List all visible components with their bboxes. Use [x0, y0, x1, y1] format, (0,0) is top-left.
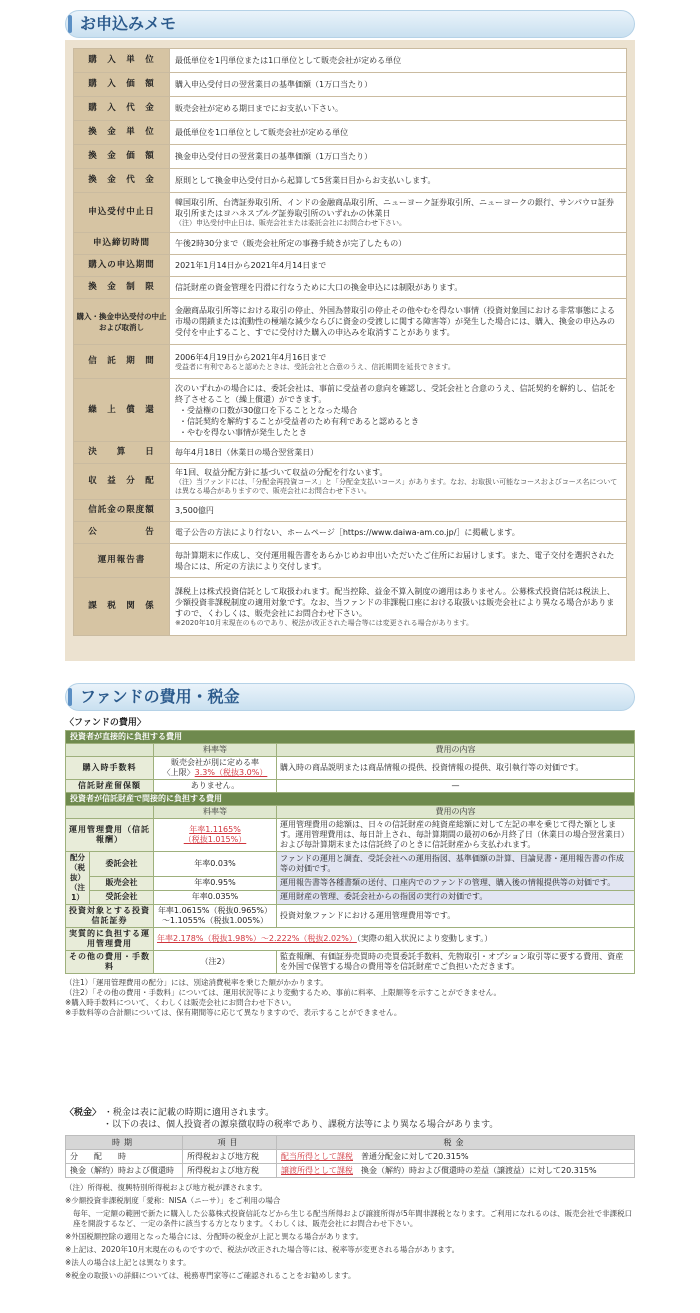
- memo-row: [74, 233, 627, 255]
- fee-col-header: 料率等: [154, 806, 277, 819]
- mgmt-fee-rate: [154, 819, 277, 852]
- memo-row-value: [170, 73, 627, 97]
- header-accent-bar: [68, 15, 72, 33]
- memo-row-text: 最低単位を1口単位として販売会社が定める単位: [175, 128, 349, 137]
- other-fee-rate: （注2）: [154, 951, 277, 974]
- memo-row-value: [170, 544, 627, 578]
- tax-note: 毎年、一定額の範囲で新たに購入した公募株式投資信託などから生じる配当所得および譲渡所得が5年間非課税となります。ご利用になれるのは、販売会社で非課税口座を開設するなど、一定の条件に該当する方となります。くわしくは、販売会社にお問合わせ下さい。: [73, 1209, 633, 1228]
- memo-row-value: [170, 97, 627, 121]
- target-fund-rate: [154, 905, 277, 928]
- retention-fee: ありません。: [154, 780, 277, 793]
- memo-row-value: [170, 464, 627, 500]
- memo-row-text: 次のいずれかの場合には、委託会社は、事前に受益者の意向を確認し、受託会社と合意のうえ、信託契約を解約し、信託を終了させること（繰上償還）ができます。: [175, 383, 616, 404]
- tax-note: ※税金の取扱いの詳細については、税務専門家等にご確認されることをお勧めします。: [65, 1271, 356, 1280]
- alloc-content-0: ファンドの運用と調査、受託会社への運用指図、基準価額の計算、目論見書・運用報告書の作成等の対価です。: [277, 852, 635, 877]
- memo-row-text: 信託財産の資金管理を円滑に行なうために大口の換金申込には制限があります。: [175, 283, 463, 292]
- memo-row-text: 年1回、収益分配方針に基づいて収益の分配を行ないます。: [175, 468, 388, 477]
- memo-row: [74, 522, 627, 544]
- memo-row: [74, 193, 627, 233]
- tax-section: [65, 1107, 635, 1284]
- purchase-fee-rate-c: 3.3%（税抜3.0%）: [194, 768, 268, 777]
- mgmt-fee-label: 運用管理費用（信託報酬）: [66, 819, 154, 852]
- effective-fee-rate: 年率2.178%（税抜1.98%）〜2.222%（税抜2.02%）: [157, 934, 357, 943]
- memo-row-bullet: ・やむを得ない事情が発生したとき: [179, 427, 307, 437]
- memo-row-value: [170, 522, 627, 544]
- tax-note: ※法人の場合は上記とは異なります。: [65, 1258, 191, 1267]
- memo-row-bullet: ・受益権の口数が30億口を下ることとなった場合: [179, 405, 358, 415]
- memo-row-text: 課税上は株式投資信託として取扱われます。配当控除、益金不算入制度の適用はありません。公募株式投資信託は税法上、少額投資非課税制度の適用対象です。なお、当ファンドの非課税口座における取扱いは販売会社により異なる場合がありますので、くわしくは、販売会社にお問合わせ下さい。: [175, 586, 615, 618]
- tax-item-0: 所得税および地方税: [183, 1150, 277, 1164]
- memo-row-text: 換金申込受付日の翌営業日の基準価額（1万口当たり）: [175, 152, 373, 161]
- memo-row-label: 購入の申込期間: [74, 255, 170, 277]
- memo-row: [74, 299, 627, 345]
- memo-row-value: [170, 379, 627, 442]
- memo-row-text: 2006年4月19日から2021年4月16日まで: [175, 352, 327, 362]
- mgmt-fee-content: 運用管理費用の総額は、日々の信託財産の純資産総額に対して左記の率を乗じて得た額とします。運用管理費用は、毎日計上され、毎計算期間の最初の6か月終了日（休業日の場合翌営業日）および毎計算期末または信託終了のときに信託財産から支払われます。: [277, 819, 635, 852]
- memo-row: [74, 255, 627, 277]
- memo-row: [74, 500, 627, 522]
- retention-content: —: [277, 780, 635, 793]
- retention-label: 信託財産留保額: [66, 780, 154, 793]
- memo-row-label: 購 入 単 位: [74, 49, 170, 73]
- memo-row-value: [170, 442, 627, 464]
- memo-panel: [65, 40, 635, 661]
- memo-header: [65, 10, 635, 38]
- memo-row-text: 最低単位を1円単位または1口単位として販売会社が定める単位: [175, 56, 402, 65]
- memo-row-label: 公 告: [74, 522, 170, 544]
- blank-col-header: [66, 744, 154, 757]
- memo-row-note: ※2020年10月末現在のものであり、税法が改正された場合等には変更される場合があります。: [175, 618, 474, 627]
- memo-row-label: 運用報告書: [74, 544, 170, 578]
- target-fund-rate-b: 〜1.1055%（税抜1.005%）: [161, 916, 269, 925]
- memo-row: [74, 73, 627, 97]
- mgmt-fee-rate-a: 年率1.1165%: [189, 825, 241, 834]
- memo-row-label: 換 金 代 金: [74, 169, 170, 193]
- memo-row: [74, 464, 627, 500]
- cost-note: ※手数料等の合計額については、保有期間等に応じて異なりますので、表示することができません。: [65, 1008, 402, 1017]
- indirect-cost-header: 投資者が信託財産で間接的に負担する費用: [66, 793, 635, 806]
- tax-item-1: 所得税および地方税: [183, 1164, 277, 1178]
- memo-row-text: 毎年4月18日（休業日の場合翌営業日）: [175, 448, 319, 457]
- memo-row: [74, 379, 627, 442]
- tax-value-1: [277, 1164, 635, 1178]
- alloc-content-2: 運用財産の管理、委託会社からの指図の実行の対価です。: [277, 890, 635, 904]
- memo-table-body: [74, 49, 627, 636]
- cost-header: [65, 683, 635, 711]
- content-col-header: 費用の内容: [277, 806, 635, 819]
- tax-note: ※上記は、2020年10月末現在のものですので、税法が改正された場合等には、税率等が変更される場合があります。: [65, 1245, 460, 1254]
- target-fund-content: 投資対象ファンドにおける運用管理費用等です。: [277, 905, 635, 928]
- memo-row: [74, 277, 627, 299]
- effective-fee-tail: （実際の組入状況により変動します。）: [356, 934, 493, 943]
- memo-table: [73, 48, 627, 636]
- fee-col-header: 料率等: [154, 744, 277, 757]
- memo-row-value: [170, 578, 627, 636]
- memo-row-label: 購 入 価 額: [74, 73, 170, 97]
- memo-row: [74, 121, 627, 145]
- memo-row-label: 課 税 関 係: [74, 578, 170, 636]
- memo-row-label: 換 金 制 限: [74, 277, 170, 299]
- memo-row-value: [170, 299, 627, 345]
- content-col-header: 費用の内容: [277, 744, 635, 757]
- memo-row-value: [170, 233, 627, 255]
- memo-row-label: 換 金 価 額: [74, 145, 170, 169]
- memo-row-value: [170, 193, 627, 233]
- tax-heading: [65, 1107, 635, 1131]
- target-fund-rate-a: 年率1.0615%（税抜0.965%）: [157, 906, 273, 915]
- memo-row-label: 繰 上 償 還: [74, 379, 170, 442]
- alloc-fee-0: 年率0.03%: [154, 852, 277, 877]
- tax-period-1: 換金（解約）時および償還時: [66, 1164, 183, 1178]
- memo-row-text: 電子公告の方法により行ない、ホームページ［https://www.daiwa-am.co.jp/］に掲載します。: [175, 528, 520, 537]
- memo-row-value: [170, 121, 627, 145]
- memo-row-note: （注）当ファンドには、「分配金再投資コース」と「分配金支払いコース」があります。なお、お取扱い可能なコースおよびコース名については異なる場合がありますので、販売会社にお問合わせ下さい。: [175, 478, 618, 495]
- cost-note: （注1）「運用管理費用の配分」には、別途消費税率を乗じた額がかかります。: [65, 978, 328, 987]
- cost-notes: [65, 978, 635, 1018]
- tax-head-period: 時期: [66, 1136, 183, 1150]
- tax-notes: [65, 1183, 635, 1281]
- memo-title: お申込みメモ: [80, 14, 177, 33]
- memo-row-label: 購入・換金申込受付の中止および取消し: [74, 299, 170, 345]
- memo-row: [74, 145, 627, 169]
- alloc-label-2: 受託会社: [90, 890, 154, 904]
- purchase-fee-content: 購入時の商品説明または商品情報の提供、投資情報の提供、取引執行等の対価です。: [277, 757, 635, 780]
- memo-row-text: 原則として換金申込受付日から起算して5営業日目からお支払いします。: [175, 176, 436, 185]
- memo-row-label: 信 託 期 間: [74, 345, 170, 379]
- memo-row: [74, 97, 627, 121]
- alloc-label-1: 販売会社: [90, 876, 154, 890]
- tax-value-0: [277, 1150, 635, 1164]
- effective-fee-value: [154, 928, 635, 951]
- memo-row-value: [170, 500, 627, 522]
- cost-section: [65, 715, 635, 1018]
- memo-row-label: 申込受付中止日: [74, 193, 170, 233]
- memo-row-bullet: ・信託契約を解約することが受益者のため有利であると認めるとき: [179, 416, 419, 426]
- alloc-content-1: 運用報告書等各種書類の送付、口座内でのファンドの管理、購入後の情報提供等の対価です。: [277, 876, 635, 890]
- memo-row-value: [170, 277, 627, 299]
- memo-row: [74, 345, 627, 379]
- target-fund-label: 投資対象とする投資信託証券: [66, 905, 154, 928]
- memo-row-label: 購 入 代 金: [74, 97, 170, 121]
- purchase-fee-rate: [154, 757, 277, 780]
- tax-type-0: 配当所得として課税: [281, 1152, 353, 1161]
- memo-row-value: [170, 169, 627, 193]
- memo-row: [74, 49, 627, 73]
- purchase-fee-rate-a: 販売会社が別に定める率: [171, 758, 259, 767]
- purchase-fee-rate-b: 〈上限〉: [162, 768, 195, 777]
- mgmt-fee-rate-b: （税抜1.015%）: [183, 835, 247, 844]
- purchase-fee-label: 購入時手数料: [66, 757, 154, 780]
- memo-row-text: 午後2時30分まで（販売会社所定の事務手続きが完了したもの）: [175, 239, 407, 248]
- memo-row-text: 販売会社が定める期日までにお支払い下さい。: [175, 104, 343, 113]
- memo-row-text: 毎計算期末に作成し、交付運用報告書をあらかじめお申出いただいたご住所にお届けします。また、電子交付を選択された場合には、所定の方法により交付します。: [175, 550, 615, 571]
- tax-note: （注）所得税、復興特別所得税および地方税が課されます。: [65, 1183, 267, 1192]
- tax-head-tax: 税金: [277, 1136, 635, 1150]
- memo-row-text: 韓国取引所、台湾証券取引所、インドの金融商品取引所、ニューヨーク証券取引所、ニューヨークの銀行、サンパウロ証券取引所またはヨハネスブルグ証券取引所のいずれかの休業日: [175, 198, 615, 218]
- tax-line-2: ・以下の表は、個人投資者の源泉徴収時の税率であり、課税方法等により異なる場合があります。: [103, 1120, 499, 1130]
- blank-col-header: [66, 806, 154, 819]
- memo-row-label: 換 金 単 位: [74, 121, 170, 145]
- memo-row-label: 決 算 日: [74, 442, 170, 464]
- direct-cost-header: 投資者が直接的に負担する費用: [66, 731, 635, 744]
- memo-row: [74, 578, 627, 636]
- fund-cost-table: [65, 730, 635, 974]
- memo-row: [74, 544, 627, 578]
- tax-rate-0: 普通分配金に対して20.315%: [361, 1152, 469, 1161]
- memo-row-text: 3,500億円: [175, 506, 214, 515]
- memo-row-note: 受益者に有利であると認めたときは、受託会社と合意のうえ、信託期間を延長できます。: [175, 362, 455, 371]
- memo-row-value: [170, 345, 627, 379]
- alloc-label-0: 委託会社: [90, 852, 154, 877]
- memo-row-value: [170, 145, 627, 169]
- header-accent-bar: [68, 688, 72, 706]
- memo-row-label: 収 益 分 配: [74, 464, 170, 500]
- memo-row-label: 信託金の限度額: [74, 500, 170, 522]
- memo-row-text: 購入申込受付日の翌営業日の基準価額（1万口当たり）: [175, 80, 373, 89]
- memo-row-value: [170, 255, 627, 277]
- memo-row-text: 2021年1月14日から2021年4月14日まで: [175, 261, 327, 270]
- tax-note: ※外国税額控除の適用となった場合には、分配時の税金が上記と異なる場合があります。: [65, 1232, 364, 1241]
- cost-title: ファンドの費用・税金: [80, 687, 240, 706]
- tax-type-1: 譲渡所得として課税: [281, 1166, 353, 1175]
- memo-row-value: [170, 49, 627, 73]
- tax-period-0: 分 配 時: [66, 1150, 183, 1164]
- tax-title: 〈税金〉: [65, 1108, 102, 1118]
- other-fee-label: その他の費用・手数料: [66, 951, 154, 974]
- fund-cost-subtitle: 〈ファンドの費用〉: [65, 718, 146, 728]
- tax-note: ※少額投資非課税制度「愛称：NISA（ニーサ）」をご利用の場合: [65, 1196, 281, 1205]
- memo-row: [74, 442, 627, 464]
- effective-fee-label: 実質的に負担する運用管理費用: [66, 928, 154, 951]
- cost-note: ※購入時手数料について、くわしくは販売会社にお問合わせ下さい。: [65, 998, 296, 1007]
- tax-table: [65, 1135, 635, 1178]
- memo-row: [74, 169, 627, 193]
- tax-line-1: ・税金は表に記載の時期に適用されます。: [103, 1108, 275, 1118]
- alloc-label: 配分（税抜）（注1）: [66, 852, 90, 905]
- memo-row-label: 申込締切時間: [74, 233, 170, 255]
- memo-row-text: 金融商品取引所等における取引の停止、外国為替取引の停止その他やむを得ない事情（投資対象国における非常事態による市場の閉鎖または流動性の極端な減少ならびに資金の受渡しに関する障害等）が発生した場合には、購入、換金の申込みの受付を中止すること、すでに受付けた購入の申込みを取消すことがあります。: [175, 306, 615, 337]
- other-fee-content: 監査報酬、有価証券売買時の売買委託手数料、先物取引・オプション取引等に要する費用、資産を外国で保管する場合の費用等を信託財産でご負担いただきます。: [277, 951, 635, 974]
- cost-note: （注2）「その他の費用・手数料」については、運用状況等により変動するため、事前に料率、上限額等を示すことができません。: [65, 988, 502, 997]
- tax-rate-1: 換金（解約）時および償還時の差益（譲渡益）に対して20.315%: [361, 1166, 597, 1175]
- alloc-fee-2: 年率0.035%: [154, 890, 277, 904]
- tax-head-item: 項目: [183, 1136, 277, 1150]
- alloc-fee-1: 年率0.95%: [154, 876, 277, 890]
- memo-row-note: （注）申込受付中止日は、販売会社または委託会社にお問合わせ下さい。: [175, 219, 406, 227]
